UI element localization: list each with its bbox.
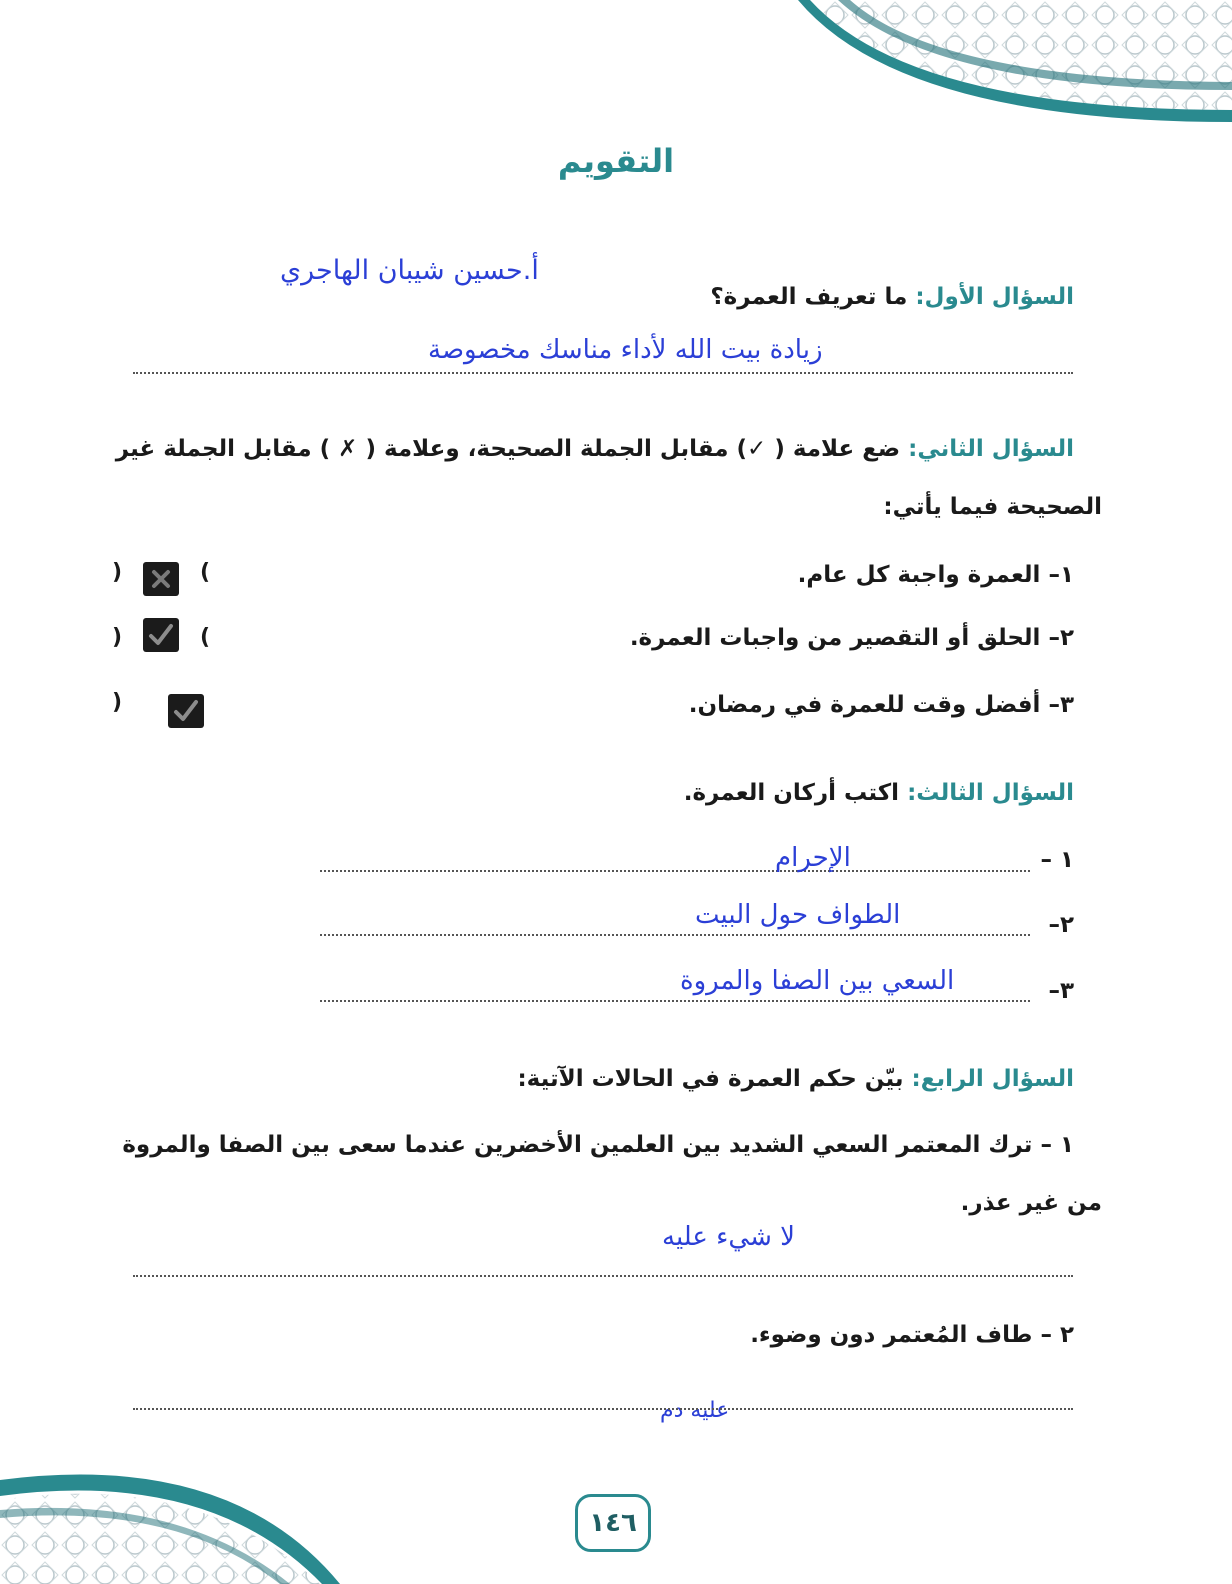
q1-answer[interactable]: زيادة بيت الله لأداء مناسك مخصوصة	[428, 335, 823, 365]
q4-case2: ٢ – طاف المُعتمر دون وضوء.	[750, 1322, 1074, 1348]
q2-prompt	[116, 436, 1074, 462]
q3-line-2	[320, 934, 1030, 936]
q2-item-2: ٢– الحلق أو التقصير من واجبات العمرة.	[629, 625, 1074, 651]
q4-prompt	[517, 1066, 1074, 1092]
q4-case1-line	[133, 1275, 1073, 1277]
q4-text: بيّن حكم العمرة في الحالات الآتية:	[517, 1066, 904, 1092]
q2-label: السؤال الثاني:	[908, 436, 1074, 462]
q1-prompt	[710, 284, 1074, 310]
q2-item-3: ٣– أفضل وقت للعمرة في رمضان.	[688, 692, 1074, 718]
x-mark-icon	[149, 567, 173, 591]
bottom-ornament	[0, 1440, 360, 1584]
q4-label: السؤال الرابع:	[911, 1066, 1074, 1092]
q1-answer-line	[133, 372, 1073, 374]
top-ornament	[790, 0, 1232, 135]
q4-case2-line	[133, 1408, 1073, 1410]
q4-case1-line2: من غير عذر.	[960, 1190, 1102, 1216]
q3-text: اكتب أركان العمرة.	[683, 780, 900, 806]
q2-mark-2[interactable]	[143, 618, 179, 652]
q2-paren-open-2: (	[112, 625, 123, 650]
q3-item-2-num: ٢–	[1048, 912, 1074, 938]
q1-label: السؤال الأول:	[915, 284, 1074, 310]
q2-mark-3[interactable]	[168, 694, 204, 728]
q2-paren-close-2: )	[200, 625, 211, 650]
q2-paren-open-1: (	[112, 560, 123, 585]
q3-item-3-num: ٣–	[1048, 978, 1074, 1004]
q3-line-3	[320, 1000, 1030, 1002]
check-mark-icon	[147, 622, 175, 648]
q2-mark-1[interactable]	[143, 562, 179, 596]
q4-case1-line1: ١ – ترك المعتمر السعي الشديد بين العلمين الأخضرين عندما سعى بين الصفا والمروة	[122, 1132, 1074, 1158]
page-number: ١٤٦	[575, 1494, 651, 1552]
q3-answer-2[interactable]: الطواف حول البيت	[695, 900, 901, 930]
q2-text-line2: الصحيحة فيما يأتي:	[883, 494, 1102, 520]
check-mark-icon	[172, 698, 200, 724]
q2-item-1: ١– العمرة واجبة كل عام.	[797, 562, 1074, 588]
q3-line-1	[320, 870, 1030, 872]
q3-answer-3[interactable]: السعي بين الصفا والمروة	[680, 966, 955, 996]
q2-paren-open-3: (	[112, 690, 123, 715]
q3-item-1-num: ١ –	[1040, 847, 1074, 873]
q2-text-line1: ضع علامة ( ✓) مقابل الجملة الصحيحة، وعلامة ( ✗ ) مقابل الجملة غير	[115, 436, 901, 462]
q3-answer-1[interactable]: الإحرام	[775, 843, 851, 873]
q1-text: ما تعريف العمرة؟	[710, 284, 908, 310]
page-title: التقويم	[557, 142, 675, 180]
q3-label: السؤال الثالث:	[907, 780, 1074, 806]
q2-paren-close-1: )	[200, 560, 211, 585]
teacher-name: أ.حسين شيبان الهاجري	[280, 255, 539, 286]
q4-case1-answer[interactable]: لا شيء عليه	[662, 1222, 795, 1252]
q4-case2-answer[interactable]: عليه دم	[660, 1398, 730, 1423]
q3-prompt	[684, 780, 1074, 806]
